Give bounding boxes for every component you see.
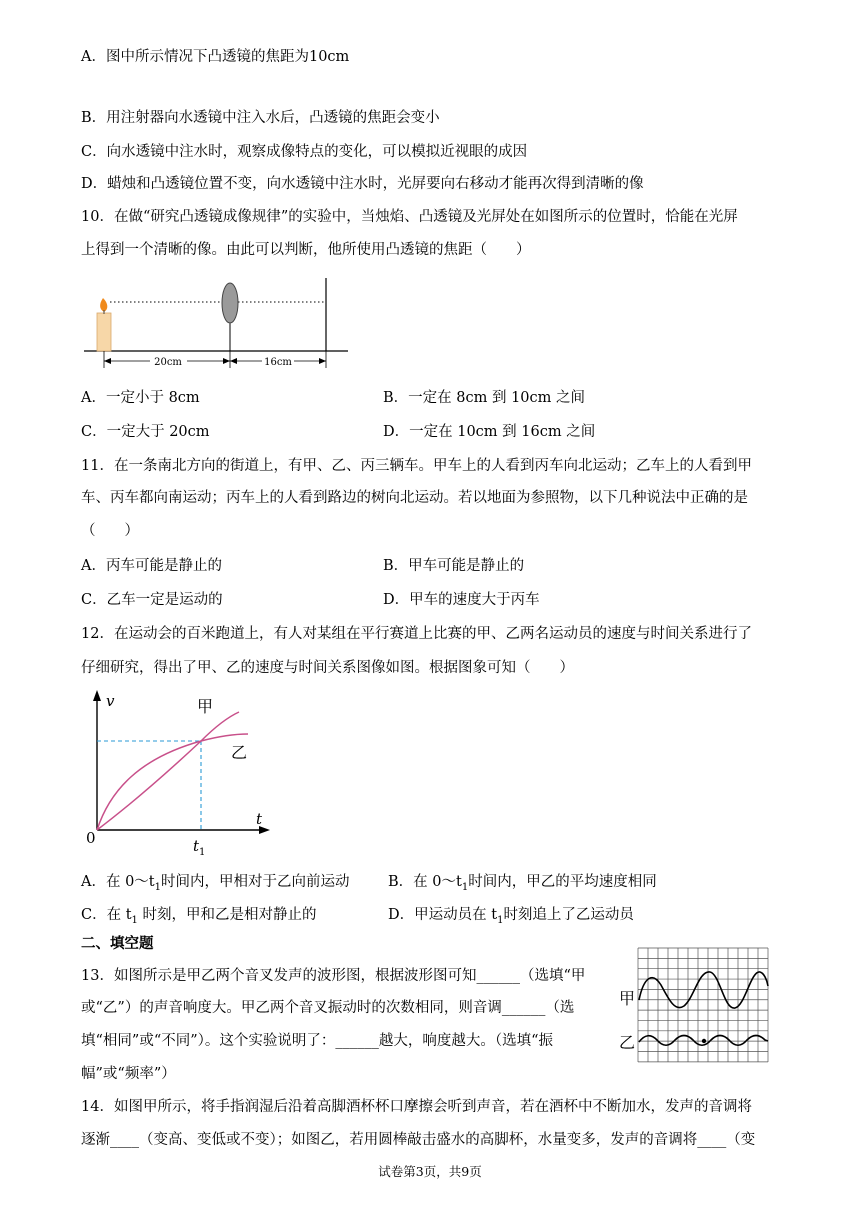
q13-stem-line3: 填“相同”或“不同”）。这个实验说明了：______越大，响度越大。（选填“振 — [81, 1033, 554, 1049]
q12-stem-line1: 12．在运动会的百米跑道上，有人对某组在平行赛道上比赛的甲、乙两名运动员的速度与时间关系进行了 — [81, 626, 752, 642]
graph-t-label: t — [256, 810, 263, 828]
graph-v-label: v — [106, 692, 115, 710]
q11-stem-line1: 11．在一条南北方向的街道上，有甲、乙、丙三辆车。甲车上的人看到丙车向北运动；乙车上的人看到甲 — [81, 458, 752, 474]
q11-option-c: C．乙车一定是运动的 — [81, 592, 223, 608]
q10-option-b: B．一定在 8cm 到 10cm 之间 — [383, 390, 586, 406]
q12-option-d: D．甲运动员在 $t_1$时刻追上了乙运动员 — [388, 907, 634, 926]
q12-stem-line2: 仔细研究，得出了甲、乙的速度与时间关系图像如图。根据图象可知（ ） — [81, 660, 574, 676]
waveform-yi-label: 乙 — [619, 1033, 636, 1052]
q13-stem-line1: 13．如图所示是甲乙两个音叉发声的波形图，根据波形图可知______（选填“甲 — [81, 968, 586, 984]
page-footer: 试卷第3页，共9页 — [378, 1164, 482, 1179]
q14-stem-line1: 14．如图甲所示，将手指润湿后沿着高脚酒杯杯口摩擦会听到声音，若在酒杯中不断加水，发声的音调将 — [81, 1099, 752, 1115]
q9-option-d: D．蜡烛和凸透镜位置不变，向水透镜中注水时，光屏要向右移动才能再次得到清晰的像 — [81, 176, 644, 192]
q12-option-a: A．在 $0\sim t_1$时间内，甲相对于乙向前运动 — [81, 874, 350, 893]
graph-origin-label: 0 — [86, 829, 96, 847]
q13-stem-line2: 或“乙”）的声音响度大。甲乙两个音叉振动时的次数相同，则音调______（选 — [81, 1000, 575, 1016]
q10-dim-right: 16cm — [264, 357, 292, 368]
q12-option-c: C．在 $t_1$ 时刻，甲和乙是相对静止的 — [81, 907, 317, 926]
section-title-fill-blank: 二、填空题 — [81, 935, 154, 952]
q11-stem-line2: 车、丙车都向南运动；丙车上的人看到路边的树向北运动。若以地面为参照物，以下几种说法中正确的是 — [81, 490, 748, 506]
q11-option-b: B．甲车可能是静止的 — [383, 558, 525, 574]
q10-option-a: A．一定小于 8cm — [81, 390, 200, 406]
q14-stem-line2: 逐渐____（变高、变低或不变）；如图乙，若用圆棒敲击盛水的高脚杯，水量变多，发声的音调将____（变 — [81, 1132, 756, 1148]
q9-option-c: C．向水透镜中注水时，观察成像特点的变化，可以模拟近视眼的成因 — [81, 144, 528, 160]
q10-option-d: D．一定在 10cm 到 16cm 之间 — [383, 424, 596, 440]
q10-stem-line2: 上得到一个清晰的像。由此可以判断，他所使用凸透镜的焦距（ ） — [81, 242, 531, 258]
q9-option-b: B．用注射器向水透镜中注入水后，凸透镜的焦距会变小 — [81, 110, 440, 126]
graph-jia-label: 甲 — [197, 697, 214, 716]
q11-stem-line3: （ ） — [81, 523, 139, 539]
q12-option-b: B．在 $0\sim t_1$时间内，甲乙的平均速度相同 — [388, 874, 657, 893]
q10-option-c: C．一定大于 20cm — [81, 424, 210, 440]
q11-option-a: A．丙车可能是静止的 — [81, 558, 222, 574]
waveform-jia-label: 甲 — [619, 989, 636, 1008]
q10-dim-left: 20cm — [154, 357, 182, 368]
graph-t1-label: $t_1$ — [193, 837, 206, 858]
q11-option-d: D．甲车的速度大于丙车 — [383, 592, 540, 608]
q13-stem-line4: 幅”或“频率”） — [81, 1066, 176, 1082]
q10-stem-line1: 10．在做“研究凸透镜成像规律”的实验中，当烛焰、凸透镜及光屏处在如图所示的位置时，恰能在光屏 — [81, 209, 738, 225]
q9-option-a: A．图中所示情况下凸透镜的焦距为10cm — [81, 49, 350, 65]
graph-yi-label: 乙 — [231, 743, 248, 762]
